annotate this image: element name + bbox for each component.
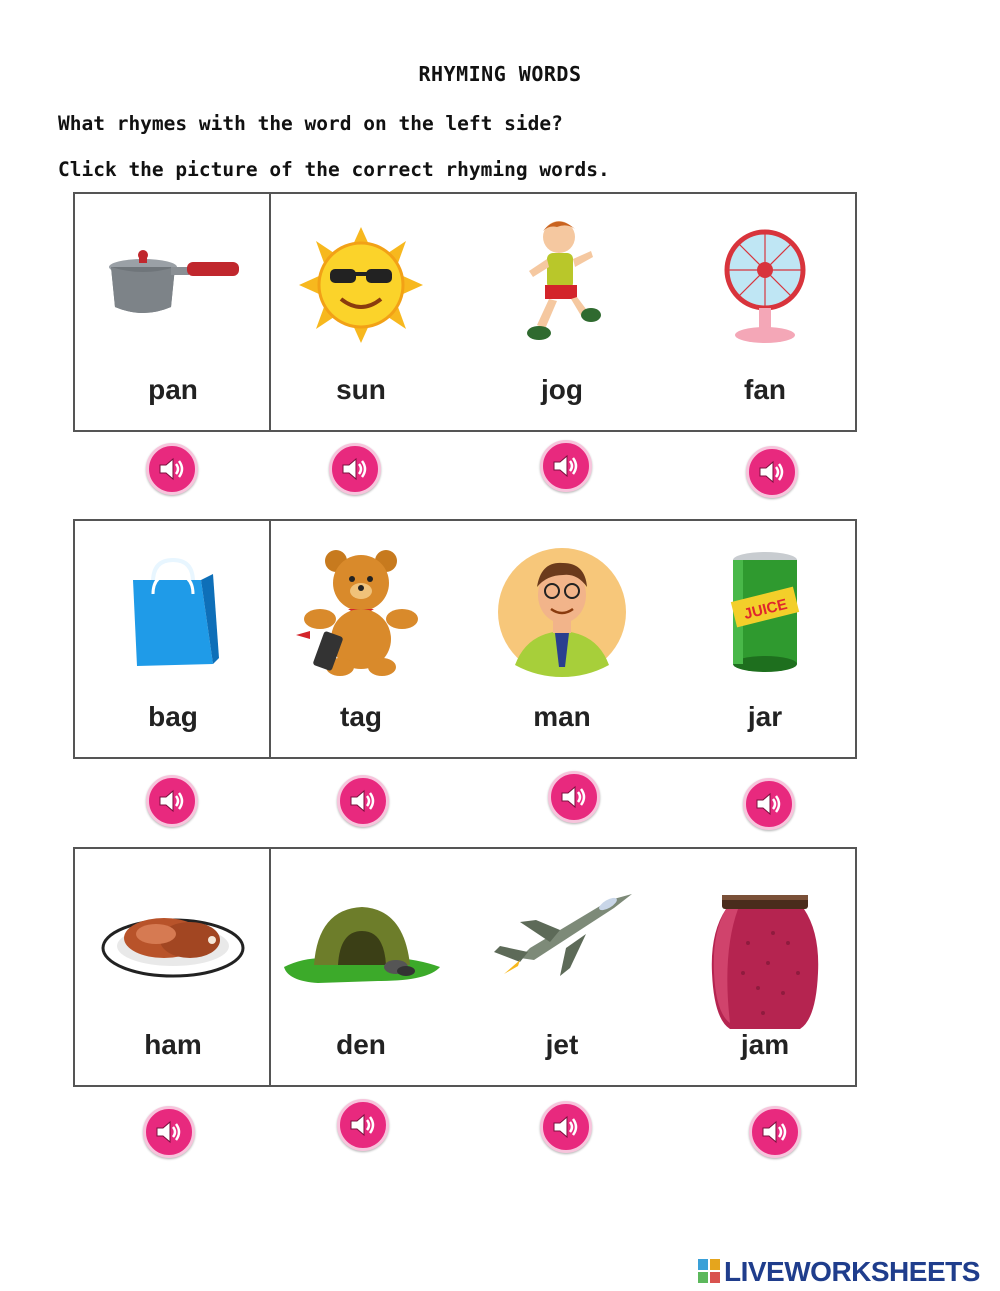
option-word: tag [340,701,382,732]
speaker-button-man[interactable] [548,771,600,823]
bag-icon [83,547,263,677]
logo-text: LIVEWORKSHEETS [724,1256,980,1287]
option-word: jar [747,701,783,732]
option-cell-jet[interactable] [472,849,652,1085]
speaker-button-ham[interactable] [143,1106,195,1158]
option-cell-jog[interactable] [472,194,652,430]
option-cell-den[interactable] [271,849,451,1085]
speaker-icon [157,454,187,484]
option-cell-tag[interactable] [271,521,451,757]
instruction-click: Click the picture of the correct rhyming words. [58,158,610,181]
juice-can-icon[interactable] [675,547,855,677]
speaker-button-jam[interactable] [749,1106,801,1158]
speaker-button-fan[interactable] [746,446,798,498]
option-word: fan [744,374,786,405]
rhyme-row-2 [73,519,857,759]
teddy-bear-tag-icon[interactable] [271,547,451,677]
speaker-button-tag[interactable] [337,775,389,827]
option-word: den [336,1029,386,1060]
speaker-button-bag[interactable] [146,775,198,827]
speaker-button-pan[interactable] [146,443,198,495]
target-word: ham [144,1029,202,1060]
option-cell-man[interactable] [472,521,652,757]
option-word: jog [541,374,583,405]
speaker-icon [157,786,187,816]
target-cell-bag [83,521,263,757]
option-word: jet [545,1029,579,1060]
option-word: man [533,701,591,732]
instruction-rhymes: What rhymes with the word on the left side? [58,112,563,135]
liveworksheets-logo [698,1256,980,1288]
speaker-icon [559,782,589,812]
pan-icon [83,220,263,350]
speaker-icon [757,457,787,487]
rhyme-row-3 [73,847,857,1087]
svg-text:JUICE: JUICE [742,595,790,624]
speaker-icon [348,1110,378,1140]
fan-icon[interactable] [675,220,855,350]
option-cell-jar[interactable] [675,521,855,757]
speaker-icon [754,789,784,819]
target-word: bag [148,701,198,732]
jam-jar-icon[interactable] [675,893,855,1033]
target-cell-pan [83,194,263,430]
speaker-icon [551,1112,581,1142]
jogging-boy-icon[interactable] [472,220,652,350]
speaker-button-sun[interactable] [329,443,381,495]
option-word: sun [336,374,386,405]
sun-icon[interactable] [271,220,451,350]
page-title: RHYMING WORDS [418,62,582,86]
option-cell-sun[interactable] [271,194,451,430]
speaker-button-jar[interactable] [743,778,795,830]
option-cell-fan[interactable] [675,194,855,430]
option-word: jam [740,1029,790,1060]
ham-icon [83,875,263,1005]
speaker-button-jog[interactable] [540,440,592,492]
speaker-icon [348,786,378,816]
speaker-icon [340,454,370,484]
jet-icon[interactable] [472,875,652,1005]
rhyme-row-1 [73,192,857,432]
speaker-icon [154,1117,184,1147]
speaker-button-den[interactable] [337,1099,389,1151]
speaker-button-jet[interactable] [540,1101,592,1153]
option-cell-jam[interactable] [675,849,855,1085]
target-word: pan [148,374,198,405]
speaker-icon [551,451,581,481]
man-icon[interactable] [472,547,652,677]
den-icon[interactable] [271,875,451,1005]
speaker-icon [760,1117,790,1147]
logo-blocks-icon [698,1259,720,1283]
target-cell-ham [83,849,263,1085]
